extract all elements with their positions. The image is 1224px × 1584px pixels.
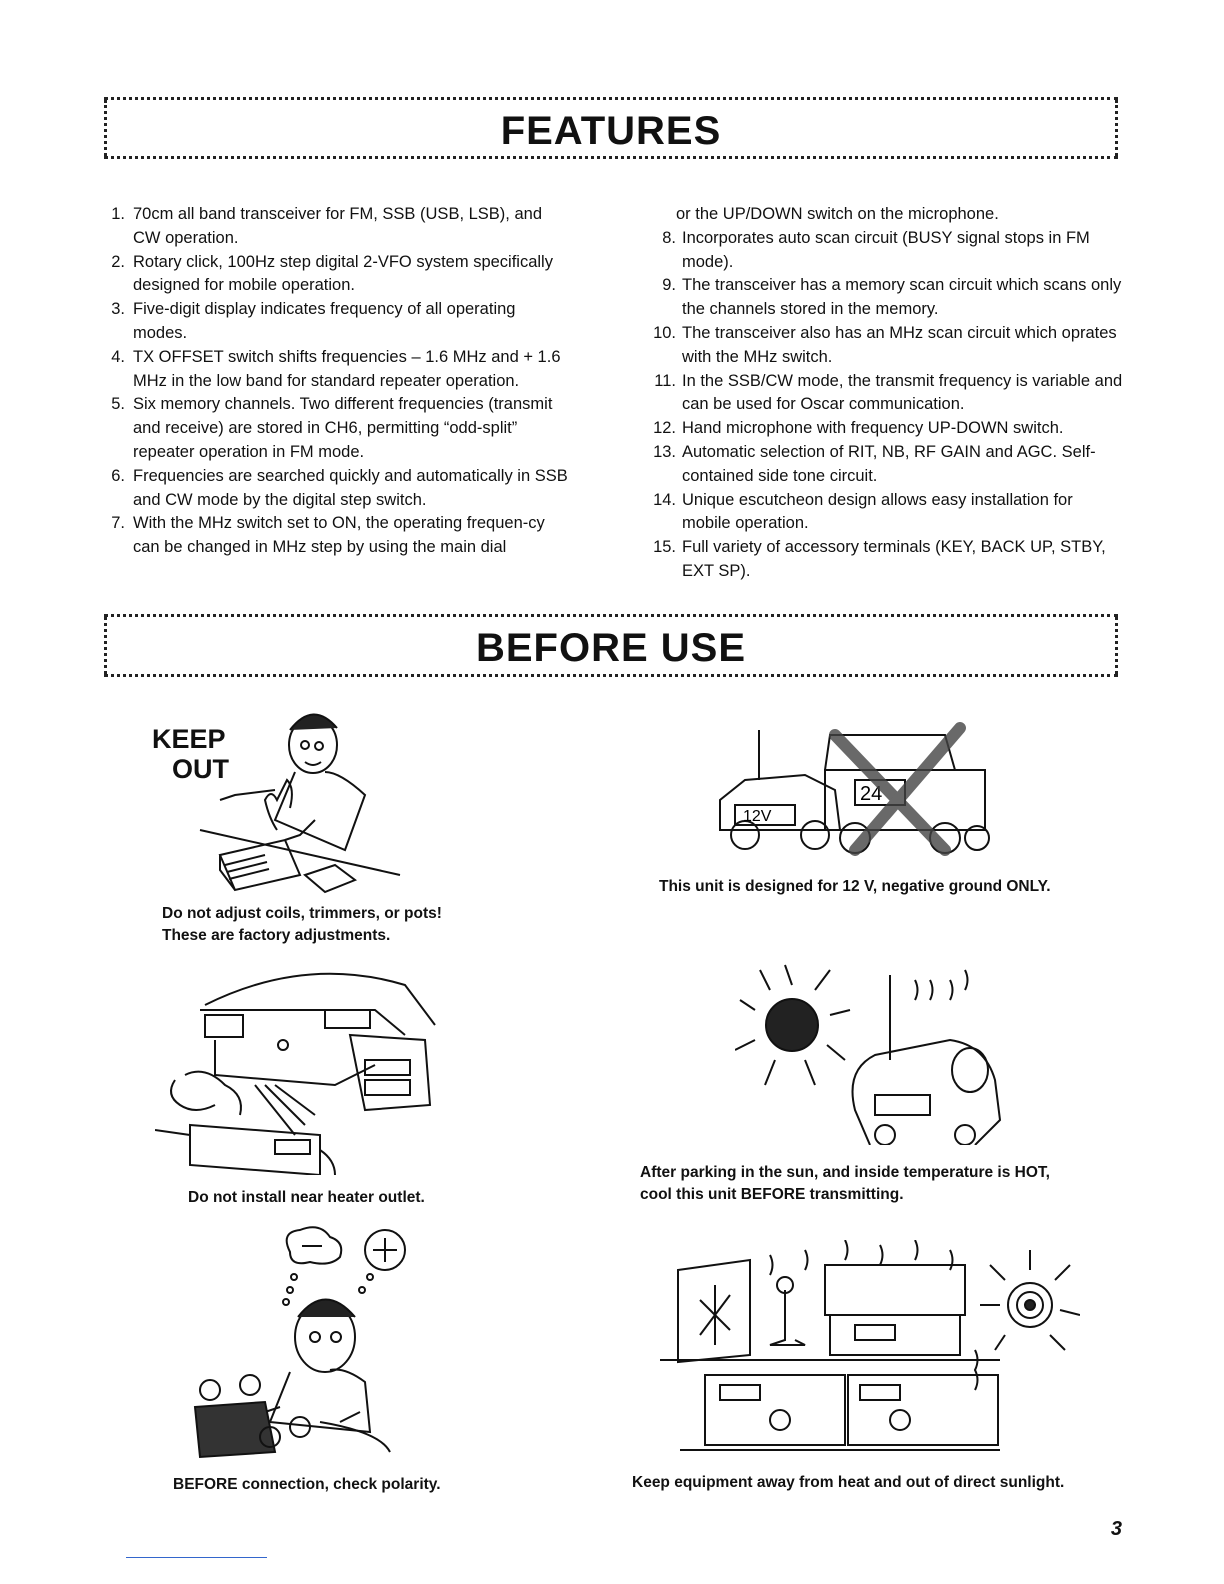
before-use-heading: BEFORE USE xyxy=(475,626,747,670)
feature-item-12: 12. Hand microphone with frequency UP-DOWN switch. xyxy=(653,419,1064,438)
sun-caption-line2: cool this unit BEFORE transmitting. xyxy=(640,1186,904,1203)
feature-item-14: 14. Unique escutcheon design allows easy installation for mobile operation. xyxy=(653,490,1073,533)
feature-item-11: 11. In the SSB/CW mode, the transmit frequency is variable and can be used for Oscar communication. xyxy=(654,371,1123,414)
ground-caption: This unit is designed for 12 V, negative ground ONLY. xyxy=(659,878,1051,895)
features-heading: FEATURES xyxy=(500,109,722,153)
feature-item-10: 10. The transceiver also has an MHz scan circuit which oprates with the MHz switch. xyxy=(653,323,1117,366)
feature-item-13: 13. Automatic selection of RIT, NB, RF GAIN and AGC. Self-contained side tone circuit. xyxy=(653,442,1096,485)
equipment-heat-illustration xyxy=(660,1240,1080,1455)
technician-adjusting-illustration xyxy=(195,700,410,900)
features-left-column xyxy=(100,203,572,560)
polarity-caption: BEFORE connection, check polarity. xyxy=(173,1476,441,1493)
heat-caption: Keep equipment away from heat and out of direct sunlight. xyxy=(632,1474,1065,1491)
heater-caption: Do not install near heater outlet. xyxy=(188,1189,425,1206)
battery-label-24: 24 xyxy=(860,783,883,805)
adjust-caption-line1: Do not adjust coils, trimmers, or pots! xyxy=(162,905,442,922)
before-use-banner xyxy=(104,614,1118,677)
feature-item-1: 1. 70cm all band transceiver for FM, SSB (USB, LSB), and CW operation. xyxy=(111,205,542,247)
dashboard-heater-illustration xyxy=(155,965,445,1175)
feature-item-9: 9. The transceiver has a memory scan circuit which scans only the channels stored in the memory. xyxy=(662,276,1122,319)
keep-label: KEEP xyxy=(152,724,226,754)
feature-item-7: 7. With the MHz switch set to ON, the operating frequen-cy can be changed in MHz step by using the main dial xyxy=(111,514,545,557)
battery-polarity-illustration xyxy=(190,1222,435,1462)
feature-item-2: 2. Rotary click, 100Hz step digital 2-VFO system specifically designed for mobile operation. xyxy=(111,252,553,295)
feature-item-3: 3. Five-digit display indicates frequency of all operating modes. xyxy=(111,300,516,342)
hot-car-sun-illustration xyxy=(735,960,1015,1145)
out-label: OUT xyxy=(172,754,229,784)
adjust-caption-line2: These are factory adjustments. xyxy=(162,927,391,944)
vehicles-voltage-illustration xyxy=(715,720,1000,865)
feature-item-7-continuation: or the UP/DOWN switch on the microphone. xyxy=(676,205,999,223)
battery-label-12v: 12V xyxy=(743,808,772,825)
features-banner xyxy=(104,97,1118,159)
page-number: 3 xyxy=(1110,1518,1122,1540)
feature-item-8: 8. Incorporates auto scan circuit (BUSY signal stops in FM mode). xyxy=(662,228,1090,271)
feature-item-4: 4. TX OFFSET switch shifts frequencies – 1.6 MHz and + 1.6 MHz in the low band for standard repeater operation. xyxy=(111,347,561,390)
features-right-column xyxy=(643,203,1123,584)
feature-item-6: 6. Frequencies are searched quickly and automatically in SSB and CW mode by the digital step switch. xyxy=(111,466,568,509)
feature-item-15: 15. Full variety of accessory terminals (KEY, BACK UP, STBY, EXT SP). xyxy=(653,538,1106,580)
feature-item-5: 5. Six memory channels. Two different frequencies (transmit and receive) are stored in CH6, permitting “odd-split” repeater operation in FM mode. xyxy=(111,395,553,461)
footer-rule xyxy=(126,1557,267,1558)
sun-caption-line1: After parking in the sun, and inside temperature is HOT, xyxy=(640,1164,1050,1181)
